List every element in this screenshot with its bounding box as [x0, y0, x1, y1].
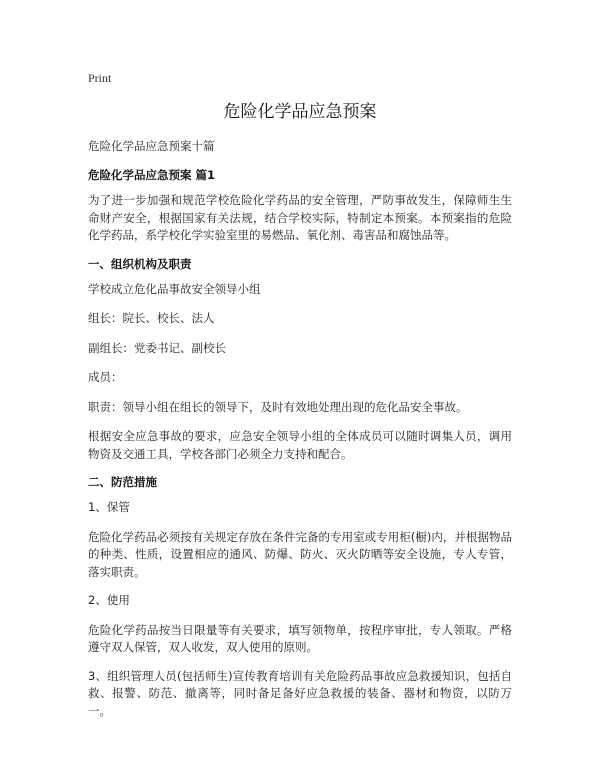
prevention-item-storage-text: 危险化学药品必须按有关规定存放在条件完备的专用室或专用柜(橱)内，并根据物品的种类、性质，设置相应的通风、防爆、防火、灭火防晒等安全设施，专人专管，落实职责。 — [88, 529, 512, 579]
org-line-leadership-group: 学校成立危化品事故安全领导小组 — [88, 281, 261, 296]
section-heading-organization: 一、组织机构及职责 — [88, 256, 192, 271]
document-title: 危险化学品应急预案 — [223, 102, 377, 122]
article-title: 危险化学品应急预案 篇1 — [88, 168, 216, 182]
document-subtitle: 危险化学品应急预案十篇 — [88, 139, 215, 153]
print-label: Print — [88, 71, 112, 85]
intro-paragraph: 为了进一步加强和规范学校危险化学药品的安全管理，严防事故发生，保障师生生命财产安全，根据国家有关法规，结合学校实际，特制定本预案。本预案指的危险化学药品，系学校化学实验室里的易燃品、氧化剂、毒害品和腐蚀品等。 — [88, 193, 512, 242]
org-line-requirements: 根据安全应急事故的要求，应急安全领导小组的全体成员可以随时调集人员，调用物资及交通工具，学校各部门必须全力支持和配合。 — [88, 429, 512, 461]
org-line-members: 成员： — [88, 370, 123, 384]
prevention-item-usage-label: 2、使用 — [88, 593, 130, 607]
prevention-item-storage-label: 1、保管 — [88, 500, 130, 514]
section-heading-prevention: 二、防范措施 — [88, 475, 157, 489]
org-line-leader: 组长：院长、校长、法人 — [88, 311, 215, 325]
prevention-item-usage-text: 危险化学药品按当日限量等有关要求，填写领物单，按程序审批，专人领取。严格遵守双人保管，双人收发，双人使用的原则。 — [88, 622, 512, 654]
org-line-duties: 职责：领导小组在组长的领导下，及时有效地处理出现的危化品安全事故。 — [88, 399, 468, 414]
prevention-item-training-text: 3、组织管理人员(包括师生)宣传教育培训有关危险药品事故应急救援知识，包括自救、报警、防范、撤离等，同时备足备好应急救援的装备、器材和物资，以防万一。 — [88, 668, 512, 718]
org-line-deputy-leader: 副组长：党委书记、副校长 — [88, 340, 226, 355]
